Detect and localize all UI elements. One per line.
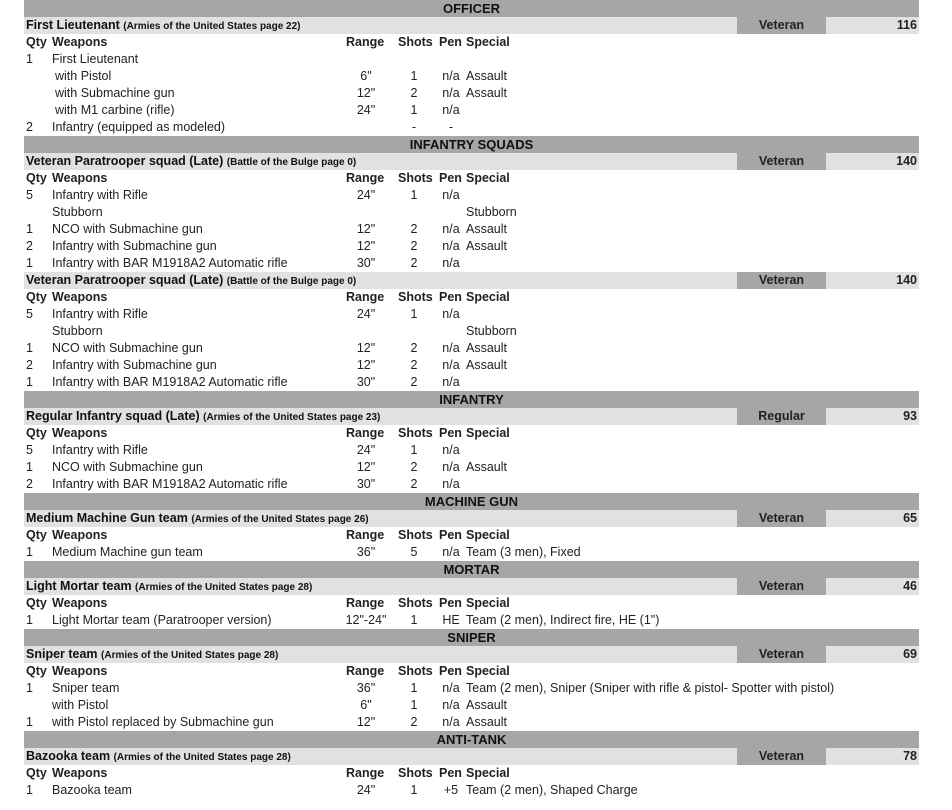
- unit-header-row: [24, 408, 919, 425]
- range-cell: 12": [356, 86, 376, 100]
- weapon-cell: Infantry with BAR M1918A2 Automatic rifle: [52, 256, 288, 270]
- weapon-cell: Stubborn: [52, 205, 103, 219]
- unit-name-cell: [26, 17, 301, 35]
- unit-header-row: [24, 646, 919, 663]
- special-cell: Team (2 men), Sniper (Sniper with rifle & pistol- Spotter with pistol): [466, 681, 835, 695]
- column-header-pen: Pen: [439, 290, 462, 304]
- category-header: OFFICER: [24, 0, 919, 17]
- column-header-shots: Shots: [398, 664, 433, 678]
- qty-cell: 2: [26, 239, 33, 253]
- weapon-row: [24, 714, 919, 731]
- pen-cell: n/a: [442, 307, 460, 321]
- range-cell: 30": [356, 375, 376, 389]
- range-cell: 24": [356, 443, 376, 457]
- column-header-range: Range: [346, 290, 385, 304]
- column-header-shots: Shots: [398, 766, 433, 780]
- range-cell: 24": [356, 103, 376, 117]
- column-header-qty: Qty: [26, 35, 47, 49]
- experience-badge: Veteran: [737, 646, 826, 663]
- unit-header-row: [24, 510, 919, 527]
- weapon-cell: Infantry with BAR M1918A2 Automatic rifle: [52, 477, 288, 491]
- points-value: 116: [896, 18, 917, 32]
- weapon-cell: with M1 carbine (rifle): [55, 103, 175, 117]
- category-header: ANTI-TANK: [24, 731, 919, 748]
- column-header-pen: Pen: [439, 528, 462, 542]
- weapon-cell: NCO with Submachine gun: [52, 341, 203, 355]
- column-header-range: Range: [346, 596, 385, 610]
- pen-cell: n/a: [442, 358, 460, 372]
- column-header-special: Special: [466, 664, 510, 678]
- weapon-cell: Infantry with Rifle: [52, 188, 148, 202]
- column-header-special: Special: [466, 766, 510, 780]
- experience-badge: Veteran: [737, 748, 826, 765]
- special-cell: Assault: [466, 698, 507, 712]
- column-header-shots: Shots: [398, 35, 433, 49]
- experience-badge: Veteran: [737, 510, 826, 527]
- special-cell: Stubborn: [466, 205, 517, 219]
- pen-cell: n/a: [442, 715, 460, 729]
- weapon-row: [24, 102, 919, 119]
- weapon-row: [24, 612, 919, 629]
- unit-name: Veteran Paratrooper squad (Late): [26, 273, 224, 287]
- column-header-special: Special: [466, 290, 510, 304]
- range-cell: 24": [356, 188, 376, 202]
- range-cell: 36": [356, 545, 376, 559]
- weapon-cell: with Pistol replaced by Submachine gun: [52, 715, 274, 729]
- weapon-cell: Medium Machine gun team: [52, 545, 203, 559]
- unit-header-row: [24, 578, 919, 595]
- weapon-row: [24, 204, 919, 221]
- qty-cell: 1: [26, 460, 33, 474]
- pen-cell: n/a: [442, 188, 460, 202]
- column-header-special: Special: [466, 596, 510, 610]
- qty-cell: 1: [26, 375, 33, 389]
- weapon-cell: Infantry with Rifle: [52, 443, 148, 457]
- shots-cell: 1: [410, 103, 418, 117]
- shots-cell: 2: [410, 477, 418, 491]
- shots-cell: 1: [410, 681, 418, 695]
- weapon-row: [24, 544, 919, 561]
- weapon-row: [24, 221, 919, 238]
- range-cell: 12"-24": [345, 613, 387, 627]
- experience-badge: Regular: [737, 408, 826, 425]
- unit-name-cell: [26, 578, 312, 596]
- column-header-weapons: Weapons: [52, 290, 108, 304]
- range-cell: 12": [356, 358, 376, 372]
- weapon-cell: Stubborn: [52, 324, 103, 338]
- range-cell: 12": [356, 239, 376, 253]
- category-header: MACHINE GUN: [24, 493, 919, 510]
- unit-name: Medium Machine Gun team: [26, 511, 188, 525]
- weapons-column-header: [24, 170, 919, 187]
- weapon-row: [24, 680, 919, 697]
- column-header-shots: Shots: [398, 171, 433, 185]
- weapon-cell: NCO with Submachine gun: [52, 460, 203, 474]
- column-header-shots: Shots: [398, 426, 433, 440]
- unit-name: Regular Infantry squad (Late): [26, 409, 200, 423]
- range-cell: 24": [356, 307, 376, 321]
- qty-cell: 1: [26, 715, 33, 729]
- weapon-cell: Bazooka team: [52, 783, 132, 797]
- pen-cell: n/a: [442, 443, 460, 457]
- unit-source-ref: (Armies of the United States page 28): [101, 650, 279, 661]
- weapons-column-header: [24, 425, 919, 442]
- army-list-sheet: [24, 0, 919, 799]
- unit-name-cell: [26, 510, 369, 528]
- column-header-qty: Qty: [26, 290, 47, 304]
- weapon-cell: Infantry with Submachine gun: [52, 239, 217, 253]
- shots-cell: 2: [410, 222, 418, 236]
- qty-cell: 1: [26, 256, 33, 270]
- weapon-cell: with Pistol: [52, 698, 109, 712]
- unit-name: First Lieutenant: [26, 18, 120, 32]
- range-cell: 30": [356, 256, 376, 270]
- weapon-row: [24, 68, 919, 85]
- special-cell: Team (2 men), Indirect fire, HE (1"): [466, 613, 660, 627]
- range-cell: 12": [356, 715, 376, 729]
- column-header-pen: Pen: [439, 596, 462, 610]
- points-value: 46: [903, 579, 917, 593]
- category-header: MORTAR: [24, 561, 919, 578]
- experience-badge: Veteran: [737, 153, 826, 170]
- weapon-row: [24, 442, 919, 459]
- qty-cell: 1: [26, 783, 33, 797]
- column-header-special: Special: [466, 528, 510, 542]
- qty-cell: 5: [26, 307, 33, 321]
- weapon-row: [24, 782, 919, 799]
- unit-source-ref: (Armies of the United States page 26): [191, 514, 369, 525]
- qty-cell: 1: [26, 52, 33, 66]
- range-cell: 36": [356, 681, 376, 695]
- unit-source-ref: (Armies of the United States page 28): [113, 752, 291, 763]
- weapon-cell: Light Mortar team (Paratrooper version): [52, 613, 272, 627]
- special-cell: Assault: [466, 341, 507, 355]
- weapon-row: [24, 119, 919, 136]
- range-cell: 24": [356, 783, 376, 797]
- shots-cell: 5: [410, 545, 418, 559]
- weapon-cell: Infantry with Submachine gun: [52, 358, 217, 372]
- column-header-pen: Pen: [439, 171, 462, 185]
- pen-cell: n/a: [442, 698, 460, 712]
- column-header-weapons: Weapons: [52, 596, 108, 610]
- weapons-column-header: [24, 765, 919, 782]
- pen-cell: n/a: [442, 545, 460, 559]
- pen-cell: n/a: [442, 103, 460, 117]
- pen-cell: n/a: [442, 239, 460, 253]
- column-header-qty: Qty: [26, 596, 47, 610]
- column-header-special: Special: [466, 171, 510, 185]
- weapon-row: [24, 357, 919, 374]
- qty-cell: 2: [26, 358, 33, 372]
- weapon-row: [24, 476, 919, 493]
- column-header-pen: Pen: [439, 426, 462, 440]
- unit-name: Sniper team: [26, 647, 98, 661]
- qty-cell: 2: [26, 477, 33, 491]
- column-header-range: Range: [346, 426, 385, 440]
- special-cell: Team (3 men), Fixed: [466, 545, 581, 559]
- qty-cell: 1: [26, 341, 33, 355]
- unit-source-ref: (Battle of the Bulge page 0): [226, 157, 357, 168]
- points-value: 140: [896, 273, 917, 287]
- pen-cell: +5: [443, 783, 459, 797]
- column-header-weapons: Weapons: [52, 426, 108, 440]
- unit-source-ref: (Battle of the Bulge page 0): [226, 276, 357, 287]
- shots-cell: -: [411, 120, 417, 134]
- shots-cell: 1: [410, 69, 418, 83]
- special-cell: Stubborn: [466, 324, 517, 338]
- shots-cell: 2: [410, 715, 418, 729]
- shots-cell: 2: [410, 239, 418, 253]
- shots-cell: 1: [410, 613, 418, 627]
- column-header-range: Range: [346, 528, 385, 542]
- column-header-range: Range: [346, 171, 385, 185]
- column-header-shots: Shots: [398, 596, 433, 610]
- points-value: 93: [903, 409, 917, 423]
- column-header-range: Range: [346, 35, 385, 49]
- range-cell: 6": [360, 69, 372, 83]
- shots-cell: 2: [410, 86, 418, 100]
- shots-cell: 1: [410, 188, 418, 202]
- column-header-weapons: Weapons: [52, 664, 108, 678]
- weapon-cell: Sniper team: [52, 681, 120, 695]
- shots-cell: 2: [410, 341, 418, 355]
- pen-cell: n/a: [442, 341, 460, 355]
- qty-cell: 5: [26, 443, 33, 457]
- column-header-qty: Qty: [26, 664, 47, 678]
- shots-cell: 2: [410, 358, 418, 372]
- unit-name-cell: [26, 408, 380, 426]
- pen-cell: n/a: [442, 460, 460, 474]
- unit-source-ref: (Armies of the United States page 28): [135, 582, 313, 593]
- unit-source-ref: (Armies of the United States page 22): [123, 21, 301, 32]
- pen-cell: n/a: [442, 375, 460, 389]
- weapon-cell: First Lieutenant: [52, 52, 139, 66]
- pen-cell: n/a: [442, 86, 460, 100]
- qty-cell: 1: [26, 545, 33, 559]
- weapon-row: [24, 306, 919, 323]
- unit-name: Veteran Paratrooper squad (Late): [26, 154, 224, 168]
- points-value: 140: [896, 154, 917, 168]
- column-header-weapons: Weapons: [52, 35, 108, 49]
- special-cell: Assault: [466, 715, 507, 729]
- unit-header-row: [24, 748, 919, 765]
- special-cell: Assault: [466, 239, 507, 253]
- weapons-column-header: [24, 663, 919, 680]
- experience-badge: Veteran: [737, 17, 826, 34]
- weapon-cell: Infantry with BAR M1918A2 Automatic rifle: [52, 375, 288, 389]
- weapon-cell: NCO with Submachine gun: [52, 222, 203, 236]
- column-header-qty: Qty: [26, 766, 47, 780]
- unit-name-cell: [26, 153, 356, 171]
- weapon-row: [24, 323, 919, 340]
- experience-badge: Veteran: [737, 272, 826, 289]
- column-header-qty: Qty: [26, 171, 47, 185]
- range-cell: 30": [356, 477, 376, 491]
- points-value: 78: [903, 749, 917, 763]
- weapon-row: [24, 459, 919, 476]
- column-header-pen: Pen: [439, 35, 462, 49]
- special-cell: Assault: [466, 358, 507, 372]
- qty-cell: 1: [26, 681, 33, 695]
- weapons-column-header: [24, 34, 919, 51]
- range-cell: 12": [356, 341, 376, 355]
- column-header-special: Special: [466, 35, 510, 49]
- qty-cell: 1: [26, 222, 33, 236]
- shots-cell: 2: [410, 375, 418, 389]
- shots-cell: 2: [410, 256, 418, 270]
- pen-cell: n/a: [442, 477, 460, 491]
- pen-cell: n/a: [442, 256, 460, 270]
- column-header-range: Range: [346, 766, 385, 780]
- unit-name-cell: [26, 272, 356, 290]
- column-header-weapons: Weapons: [52, 171, 108, 185]
- special-cell: Assault: [466, 222, 507, 236]
- shots-cell: 1: [410, 307, 418, 321]
- category-header: SNIPER: [24, 629, 919, 646]
- weapon-cell: with Pistol: [55, 69, 112, 83]
- weapon-cell: Infantry with Rifle: [52, 307, 148, 321]
- shots-cell: 1: [410, 783, 418, 797]
- unit-header-row: [24, 272, 919, 289]
- points-value: 69: [903, 647, 917, 661]
- qty-cell: 5: [26, 188, 33, 202]
- pen-cell: n/a: [442, 222, 460, 236]
- column-header-weapons: Weapons: [52, 766, 108, 780]
- special-cell: Assault: [466, 460, 507, 474]
- unit-name: Bazooka team: [26, 749, 111, 763]
- weapon-row: [24, 238, 919, 255]
- weapon-row: [24, 85, 919, 102]
- weapon-row: [24, 187, 919, 204]
- pen-cell: n/a: [442, 69, 460, 83]
- weapons-column-header: [24, 527, 919, 544]
- pen-cell: HE: [442, 613, 460, 627]
- shots-cell: 2: [410, 460, 418, 474]
- shots-cell: 1: [410, 443, 418, 457]
- special-cell: Assault: [466, 69, 507, 83]
- weapon-cell: with Submachine gun: [55, 86, 175, 100]
- weapon-cell: Infantry (equipped as modeled): [52, 120, 226, 134]
- column-header-range: Range: [346, 664, 385, 678]
- category-header: INFANTRY: [24, 391, 919, 408]
- column-header-qty: Qty: [26, 528, 47, 542]
- qty-cell: 1: [26, 613, 33, 627]
- range-cell: 6": [360, 698, 372, 712]
- range-cell: 12": [356, 460, 376, 474]
- special-cell: Team (2 men), Shaped Charge: [466, 783, 638, 797]
- unit-header-row: [24, 17, 919, 34]
- pen-cell: -: [448, 120, 454, 134]
- weapon-row: [24, 340, 919, 357]
- qty-cell: 2: [26, 120, 33, 134]
- points-value: 65: [903, 511, 917, 525]
- unit-name-cell: [26, 646, 278, 664]
- pen-cell: n/a: [442, 681, 460, 695]
- shots-cell: 1: [410, 698, 418, 712]
- unit-name-cell: [26, 748, 291, 766]
- column-header-qty: Qty: [26, 426, 47, 440]
- weapon-row: [24, 697, 919, 714]
- weapons-column-header: [24, 595, 919, 612]
- column-header-shots: Shots: [398, 290, 433, 304]
- column-header-pen: Pen: [439, 664, 462, 678]
- experience-badge: Veteran: [737, 578, 826, 595]
- range-cell: 12": [356, 222, 376, 236]
- column-header-pen: Pen: [439, 766, 462, 780]
- column-header-weapons: Weapons: [52, 528, 108, 542]
- weapons-column-header: [24, 289, 919, 306]
- unit-header-row: [24, 153, 919, 170]
- unit-name: Light Mortar team: [26, 579, 132, 593]
- unit-source-ref: (Armies of the United States page 23): [203, 412, 381, 423]
- column-header-special: Special: [466, 426, 510, 440]
- special-cell: Assault: [466, 86, 507, 100]
- weapon-row: [24, 255, 919, 272]
- category-header: INFANTRY SQUADS: [24, 136, 919, 153]
- weapon-row: [24, 51, 919, 68]
- weapon-row: [24, 374, 919, 391]
- column-header-shots: Shots: [398, 528, 433, 542]
